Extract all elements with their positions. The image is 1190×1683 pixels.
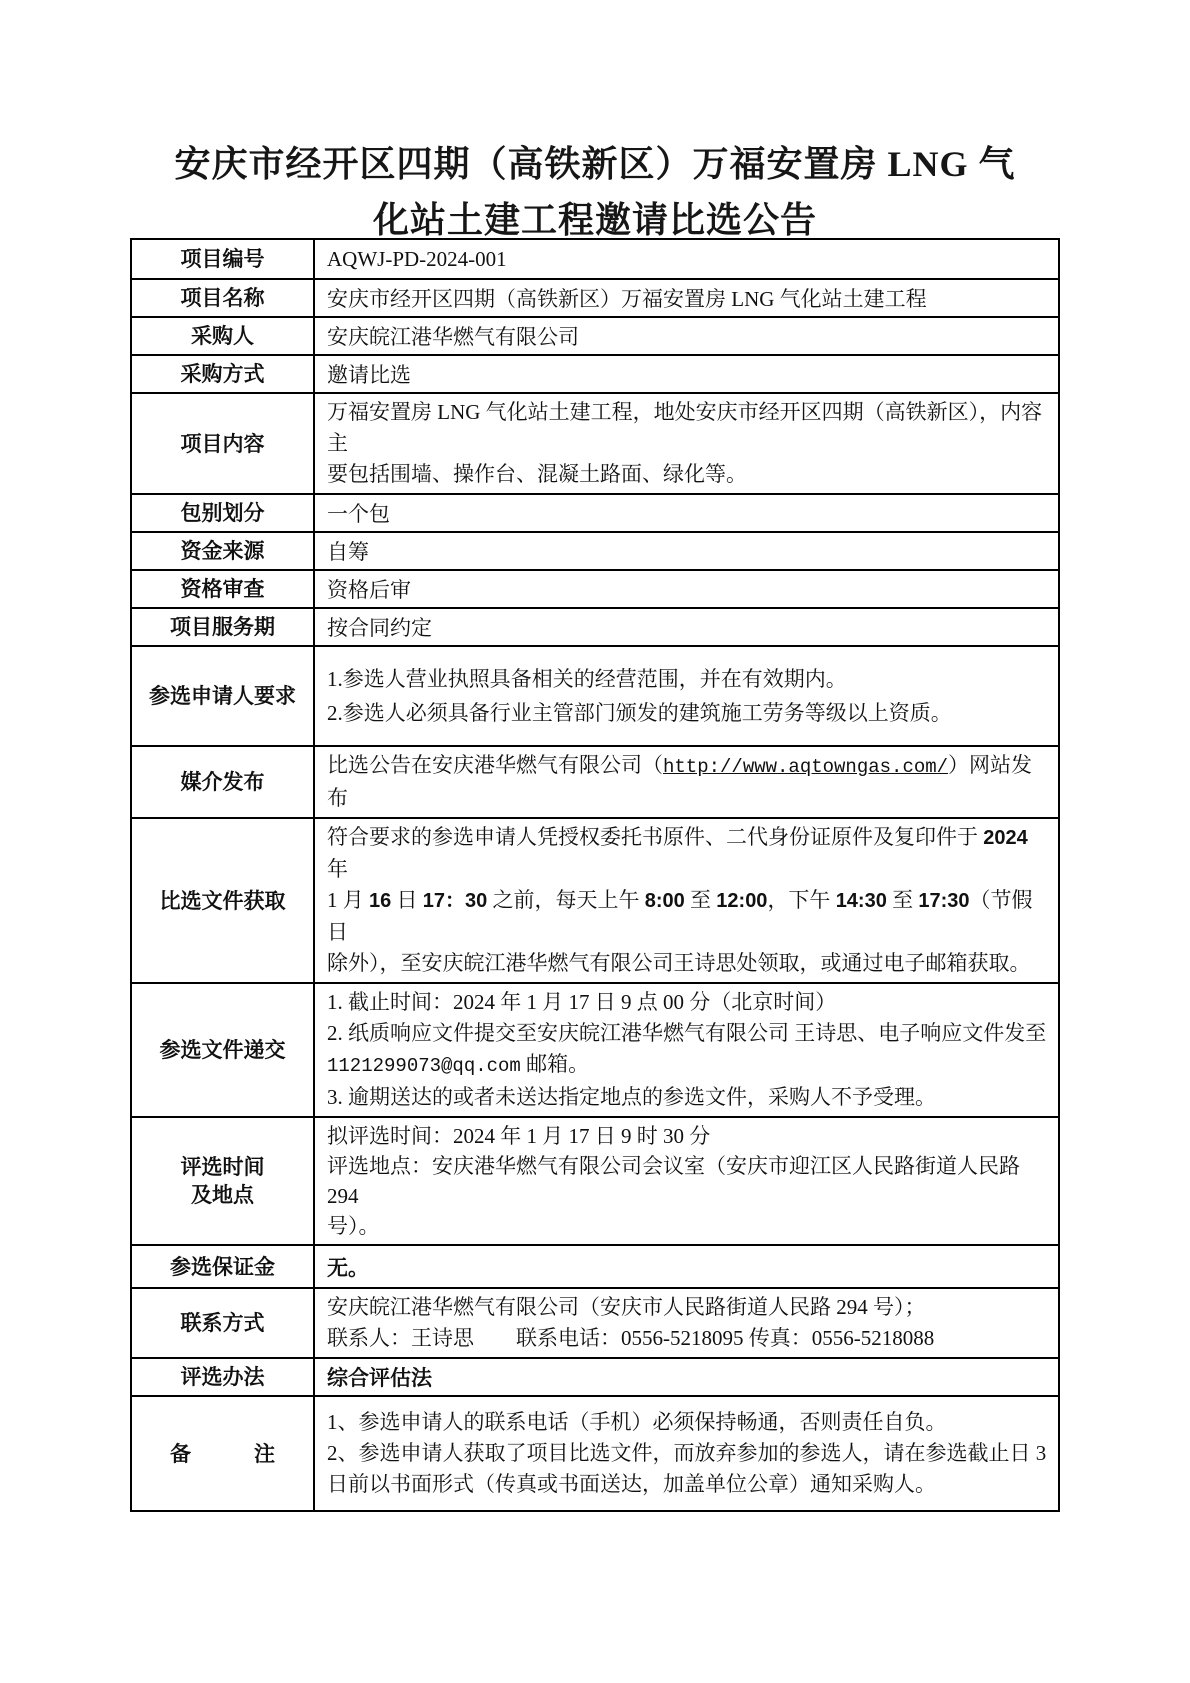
document-title-line1: 安庆市经开区四期（高铁新区）万福安置房 LNG 气 [174, 144, 1016, 184]
text-segment: 12:00 [716, 890, 768, 912]
value-line: 1. 截止时间：2024 年 1 月 17 日 9 点 00 分（北京时间） [327, 990, 837, 1014]
announcement-table [130, 238, 1060, 1512]
row-label: 参选申请人要求 [131, 646, 314, 746]
row-value: 综合评估法 [314, 1358, 1059, 1396]
row-value [314, 646, 1059, 746]
row-label: 媒介发布 [131, 746, 314, 818]
row-label: 包别划分 [131, 494, 314, 532]
contact-email: 1121299073@qq.com [327, 1055, 521, 1077]
text-segment: 1 月 [327, 888, 369, 912]
row-applicant-requirements [131, 646, 1059, 746]
row-value: 安庆市经开区四期（高铁新区）万福安置房 LNG 气化站土建工程 [314, 279, 1059, 317]
value-line: 万福安置房 LNG 气化站土建工程，地处安庆市经开区四期（高铁新区），内容主 [327, 400, 1043, 455]
value-line: 1、参选申请人的联系电话（手机）必须保持畅通，否则责任自负。 [327, 1410, 947, 1434]
row-contact-info [131, 1288, 1059, 1358]
value-line: 联系人：王诗思 联系电话：0556-5218095 传真：0556-5218088 [327, 1326, 935, 1350]
text-segment: （节假日 [327, 888, 1033, 944]
row-value: 一个包 [314, 494, 1059, 532]
row-label: 参选保证金 [131, 1245, 314, 1288]
row-label: 联系方式 [131, 1288, 314, 1358]
row-document-acquisition [131, 818, 1059, 983]
row-value [314, 983, 1059, 1117]
value-line [327, 1049, 1048, 1082]
row-project-name [131, 279, 1059, 317]
row-value [314, 1288, 1059, 1358]
text-segment: 17:30 [918, 890, 970, 912]
value-line: 安庆皖江港华燃气有限公司（安庆市人民路街道人民路 294 号）； [327, 1295, 926, 1319]
row-label: 采购人 [131, 317, 314, 355]
row-label: 项目编号 [131, 239, 314, 279]
row-qualification-review [131, 570, 1059, 608]
media-release-line [327, 750, 1048, 814]
row-purchaser [131, 317, 1059, 355]
text-segment: 16 [369, 890, 392, 912]
text-segment: 比选公告在安庆港华燃气有限公司（ [327, 753, 663, 777]
value-line: 要包括围墙、操作台、混凝土路面、绿化等。 [327, 462, 747, 486]
row-label [131, 1117, 314, 1245]
row-value: 资格后审 [314, 570, 1059, 608]
document-title-line2: 化站土建工程邀请比选公告 [372, 200, 817, 240]
value-line: 评选地点：安庆港华燃气有限公司会议室（安庆市迎江区人民路街道人民路 294 [327, 1154, 1020, 1208]
row-project-number [131, 239, 1059, 279]
row-label: 项目内容 [131, 393, 314, 494]
row-funding-source [131, 532, 1059, 570]
text-segment: 17：30 [422, 890, 488, 912]
row-evaluation-time-place [131, 1117, 1059, 1245]
text-segment: 邮箱。 [520, 1052, 590, 1076]
text-segment: 日 [391, 888, 423, 912]
value-line [327, 948, 1048, 979]
value-line [327, 822, 1048, 885]
row-value: 无。 [314, 1245, 1059, 1288]
text-segment: 2024 [983, 827, 1028, 849]
value-line: 3. 逾期送达的或者未送达指定地点的参选文件，采购人不予受理。 [327, 1085, 936, 1109]
text-segment: 除外），至安庆皖江港华燃气有限公司王诗思处领取，或通过电子邮箱获取。 [327, 951, 1031, 975]
row-value [314, 818, 1059, 983]
value-line: 1.参选人营业执照具备相关的经营范围，并在有效期内。 [327, 667, 847, 691]
text-segment: 14:30 [835, 890, 887, 912]
row-label: 采购方式 [131, 355, 314, 393]
row-label: 资格审查 [131, 570, 314, 608]
row-value: 自筹 [314, 532, 1059, 570]
text-segment: 年 [327, 857, 348, 881]
row-value: 邀请比选 [314, 355, 1059, 393]
row-remarks [131, 1396, 1059, 1511]
value-line: 拟评选时间：2024 年 1 月 17 日 9 时 30 分 [327, 1124, 711, 1148]
label-line: 及地点 [191, 1183, 254, 1207]
row-label: 评选办法 [131, 1358, 314, 1396]
row-label: 项目服务期 [131, 608, 314, 646]
value-line: 2. 纸质响应文件提交至安庆皖江港华燃气有限公司 王诗思、电子响应文件发至 [327, 1021, 1047, 1045]
row-label: 参选文件递交 [131, 983, 314, 1117]
text-segment: ，下午 [767, 888, 836, 912]
row-procurement-method [131, 355, 1059, 393]
value-line: 2.参选人必须具备行业主管部门颁发的建筑施工劳务等级以上资质。 [327, 701, 952, 725]
row-label: 项目名称 [131, 279, 314, 317]
row-evaluation-method [131, 1358, 1059, 1396]
row-label: 资金来源 [131, 532, 314, 570]
text-segment: ）网站发布 [327, 753, 1033, 810]
value-line: 日前以书面形式（传真或书面送达，加盖单位公章）通知采购人。 [327, 1472, 936, 1496]
row-media-release [131, 746, 1059, 818]
text-segment: 至 [684, 888, 717, 912]
value-line: 号）。 [327, 1214, 380, 1238]
row-value: AQWJ-PD-2024-001 [314, 239, 1059, 279]
row-value: 安庆皖江港华燃气有限公司 [314, 317, 1059, 355]
row-value [314, 1117, 1059, 1245]
row-label: 备 注 [131, 1396, 314, 1511]
row-value: 按合同约定 [314, 608, 1059, 646]
row-value [314, 1396, 1059, 1511]
row-service-period [131, 608, 1059, 646]
value-line [327, 885, 1048, 948]
row-deposit [131, 1245, 1059, 1288]
row-document-submission [131, 983, 1059, 1117]
text-segment: 8:00 [644, 890, 685, 912]
announcement-url: http://www.aqtowngas.com/ [663, 756, 949, 778]
text-segment: 之前，每天上午 [487, 888, 645, 912]
row-value [314, 746, 1059, 818]
text-segment: 至 [886, 888, 919, 912]
row-label: 比选文件获取 [131, 818, 314, 983]
document-title [0, 136, 1190, 248]
text-segment: 符合要求的参选申请人凭授权委托书原件、二代身份证原件及复印件于 [327, 825, 984, 849]
row-value [314, 393, 1059, 494]
value-line: 2、参选申请人获取了项目比选文件，而放弃参加的参选人，请在参选截止日 3 [327, 1441, 1047, 1465]
label-line: 评选时间 [180, 1155, 265, 1179]
row-project-content [131, 393, 1059, 494]
row-package-division [131, 494, 1059, 532]
